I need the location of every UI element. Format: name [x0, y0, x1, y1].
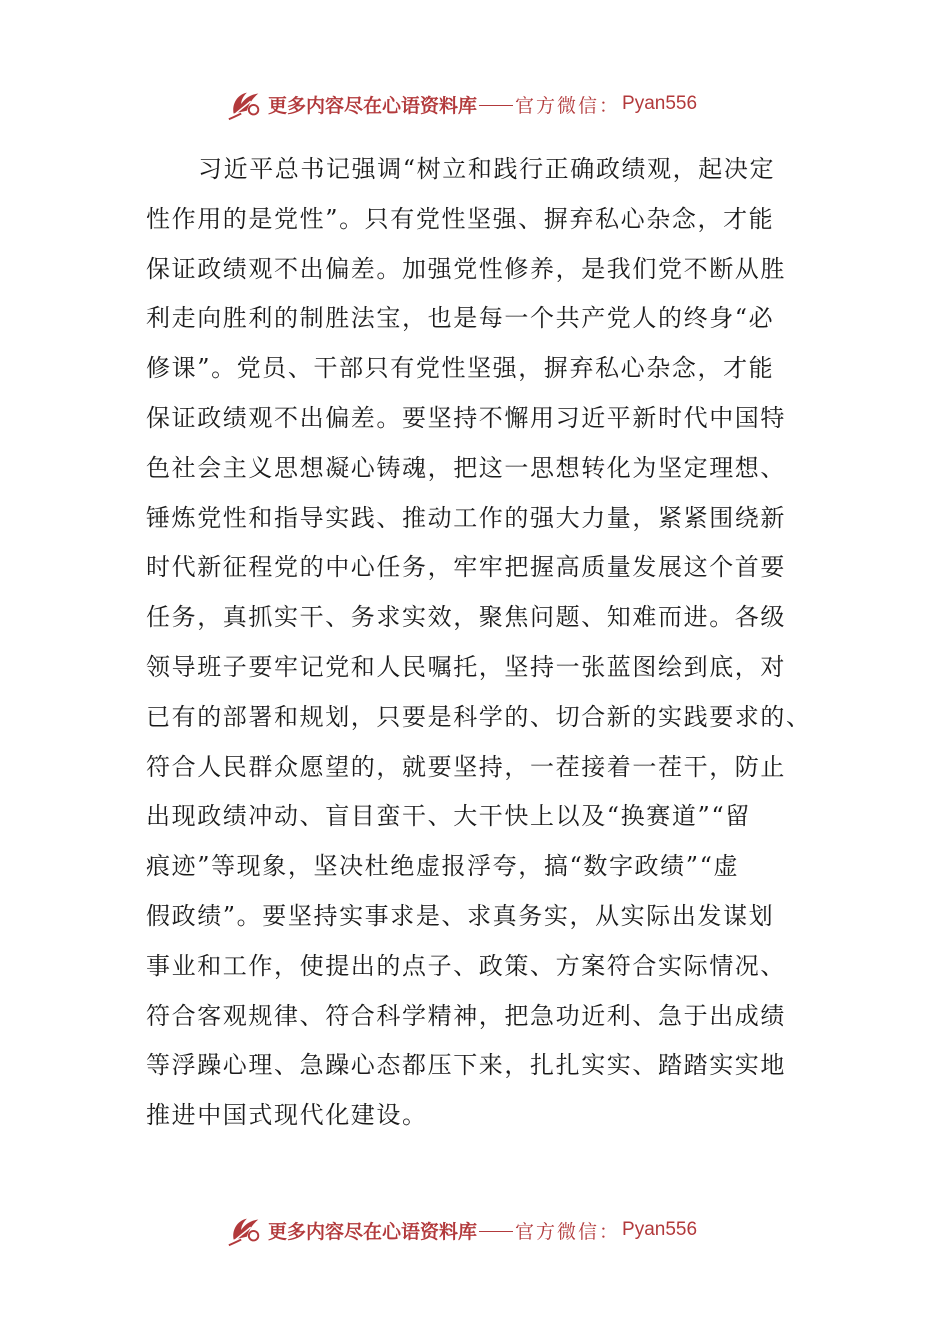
- article-line-8: 锤炼党性和指导实践、推动工作的强大力量，紧紧围绕新: [146, 503, 786, 532]
- header-watermark-banner: [226, 84, 697, 124]
- banner-wechat-id: Pyan556: [622, 1219, 698, 1240]
- banner-wechat-label: 官方微信：: [515, 1220, 621, 1243]
- article-line-10: 任务，真抓实干、务求实效，聚焦问题、知难而进。各级: [146, 603, 786, 632]
- banner-dash: [479, 105, 513, 106]
- quill-pen-icon: [226, 85, 264, 123]
- banner-brand-text: 更多内容尽在心语资料库: [268, 1220, 478, 1243]
- article-body: [146, 145, 812, 1141]
- banner-dash: [479, 1231, 513, 1232]
- article-line-17: 事业和工作，使提出的点子、政策、方案符合实际情况、: [146, 951, 786, 980]
- quill-pen-icon: [226, 1211, 264, 1249]
- article-line-20: 推进中国式现代化建设。: [146, 1101, 428, 1130]
- article-line-12: 已有的部署和规划，只要是科学的、切合新的实践要求的、: [146, 702, 812, 731]
- article-line-1: 习近平总书记强调“树立和践行正确政绩观，起决定: [198, 155, 776, 183]
- article-line-11: 领导班子要牢记党和人民嘱托，坚持一张蓝图绘到底，对: [146, 652, 786, 681]
- banner-wechat-label: 官方微信：: [515, 94, 621, 117]
- article-line-5: 修课”。党员、干部只有党性坚强，摒弃私心杂念，才能: [146, 354, 775, 383]
- article-line-9: 时代新征程党的中心任务，牢牢把握高质量发展这个首要: [146, 553, 786, 582]
- article-line-19: 等浮躁心理、急躁心态都压下来，扎扎实实、踏踏实实地: [146, 1051, 786, 1080]
- article-line-2: 性作用的是党性”。只有党性坚强、摒弃私心杂念，才能: [146, 204, 775, 233]
- banner-wechat-id: Pyan556: [622, 93, 698, 114]
- article-line-7: 色社会主义思想凝心铸魂，把这一思想转化为坚定理想、: [146, 453, 786, 482]
- article-line-3: 保证政绩观不出偏差。加强党性修养，是我们党不断从胜: [146, 254, 786, 283]
- banner-brand-text: 更多内容尽在心语资料库: [268, 94, 478, 117]
- article-line-13: 符合人民群众愿望的，就要坚持，一茬接着一茬干，防止: [146, 752, 786, 781]
- article-line-6: 保证政绩观不出偏差。要坚持不懈用习近平新时代中国特: [146, 403, 786, 432]
- article-line-14: 出现政绩冲动、盲目蛮干、大干快上以及“换赛道”“留: [146, 802, 751, 831]
- article-line-15: 痕迹”等现象，坚决杜绝虚报浮夸，搞“数字政绩”“虚: [146, 852, 740, 881]
- article-line-18: 符合客观规律、符合科学精神，把急功近利、急于出成绩: [146, 1001, 786, 1030]
- footer-watermark-banner: [226, 1210, 697, 1250]
- article-line-4: 利走向胜利的制胜法宝，也是每一个共产党人的终身“必: [146, 304, 775, 333]
- article-line-16: 假政绩”。要坚持实事求是、求真务实，从实际出发谋划: [146, 901, 775, 930]
